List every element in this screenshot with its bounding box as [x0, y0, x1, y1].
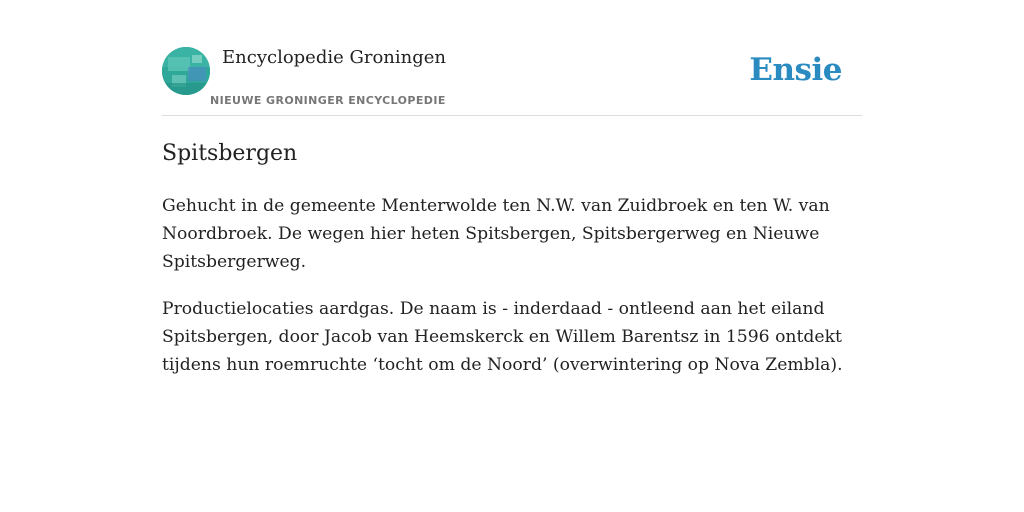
article-title: Spitsbergen	[162, 141, 298, 166]
article-paragraph: Gehucht in de gemeente Menterwolde ten N.W. van Zuidbroek en ten W. van Noordbroek. De wegen hier heten Spitsbergen, Spitsbergerweg en Nieuwe Spitsbergerweg.	[162, 196, 830, 272]
brand-logo[interactable]: Ensie	[749, 52, 842, 88]
encyclopedia-logo-icon[interactable]	[162, 47, 210, 95]
article-body	[162, 192, 862, 398]
site-title[interactable]: Encyclopedie Groningen	[222, 47, 447, 68]
page	[162, 0, 862, 375]
article-paragraph: Productielocaties aardgas. De naam is - inderdaad - ontleend aan het eiland Spitsbergen, door Jacob van Heemskerck en Willem Barentsz in 1596 ontdekt tijdens hun roemruchte ‘tocht om de Noord’ (overwintering op Nova Zembla).	[162, 299, 843, 375]
site-subtitle: NIEUWE GRONINGER ENCYCLOPEDIE	[210, 94, 446, 107]
site-header	[162, 0, 862, 116]
